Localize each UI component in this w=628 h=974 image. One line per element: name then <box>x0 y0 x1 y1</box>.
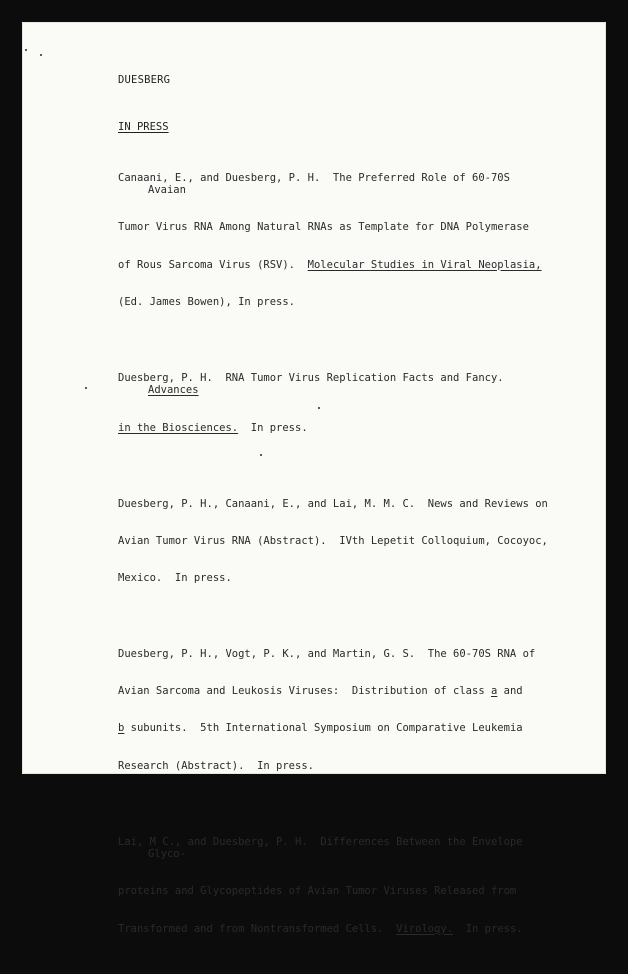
section-title: IN PRESS <box>118 121 169 133</box>
reference-entry <box>118 811 548 960</box>
reference-list <box>118 147 548 974</box>
entry-text: In press. <box>453 922 523 935</box>
page-header: DUESBERG <box>118 74 171 86</box>
reference-entry <box>118 147 548 333</box>
entry-text: of Rous Sarcoma Virus (RSV). <box>118 258 308 271</box>
entry-line: Avian Tumor Virus RNA (Abstract). IVth Lepetit Colloquium, Cocoyoc, <box>118 534 548 547</box>
journal-title: Molecular Studies in Viral Neoplasia, <box>307 258 542 271</box>
entry-text: Transformed and from Nontransformed Cells. <box>118 922 397 935</box>
entry-text: In press. <box>238 421 308 434</box>
document-page <box>22 22 606 935</box>
entry-line: (Ed. James Bowen), In press. <box>118 295 296 308</box>
journal-title: Virology. <box>396 922 454 935</box>
entry-line <box>118 685 548 698</box>
entry-line: Canaani, E., and Duesberg, P. H. The Preferred Role of 60-70S Avaian <box>118 171 517 197</box>
ink-speck <box>25 49 27 51</box>
class-a-label: a <box>490 685 498 698</box>
entry-text: Avian Sarcoma and Leukosis Viruses: Distribution of class <box>118 685 491 698</box>
entry-line <box>118 371 548 397</box>
ink-speck <box>85 387 87 389</box>
reference-entry <box>118 473 548 609</box>
reference-entry <box>118 347 548 459</box>
entry-line <box>118 258 548 271</box>
journal-title: in the Biosciences. <box>118 421 239 434</box>
journal-title: Advances <box>148 384 199 397</box>
class-b-label: b <box>118 722 125 735</box>
entry-line: Tumor Virus RNA Among Natural RNAs as Template for DNA Polymerase <box>118 221 529 234</box>
entry-line: Mexico. In press. <box>118 572 232 584</box>
entry-line: Duesberg, P. H., Vogt, P. K., and Martin, G. S. The 60-70S RNA of <box>118 648 536 661</box>
entry-line: Research (Abstract). In press. <box>118 759 314 772</box>
entry-line: Lai, M C., and Duesberg, P. H. Differences Between the Envelope Glyco- <box>118 835 529 861</box>
entry-line <box>118 421 548 434</box>
ink-speck <box>40 54 42 56</box>
entry-text: subunits. 5th International Symposium on Comparative Leukemia <box>124 722 523 735</box>
entry-line: proteins and Glycopeptides of Avian Tumor Viruses Released from <box>118 885 517 898</box>
reference-entry <box>118 623 548 797</box>
entry-line <box>118 722 548 735</box>
entry-text: and <box>497 685 523 698</box>
entry-line: Duesberg, P. H., Canaani, E., and Lai, M. M. C. News and Reviews on <box>118 497 548 510</box>
entry-text: Duesberg, P. H. RNA Tumor Virus Replication Facts and Fancy. <box>118 371 517 384</box>
entry-line <box>118 922 548 935</box>
